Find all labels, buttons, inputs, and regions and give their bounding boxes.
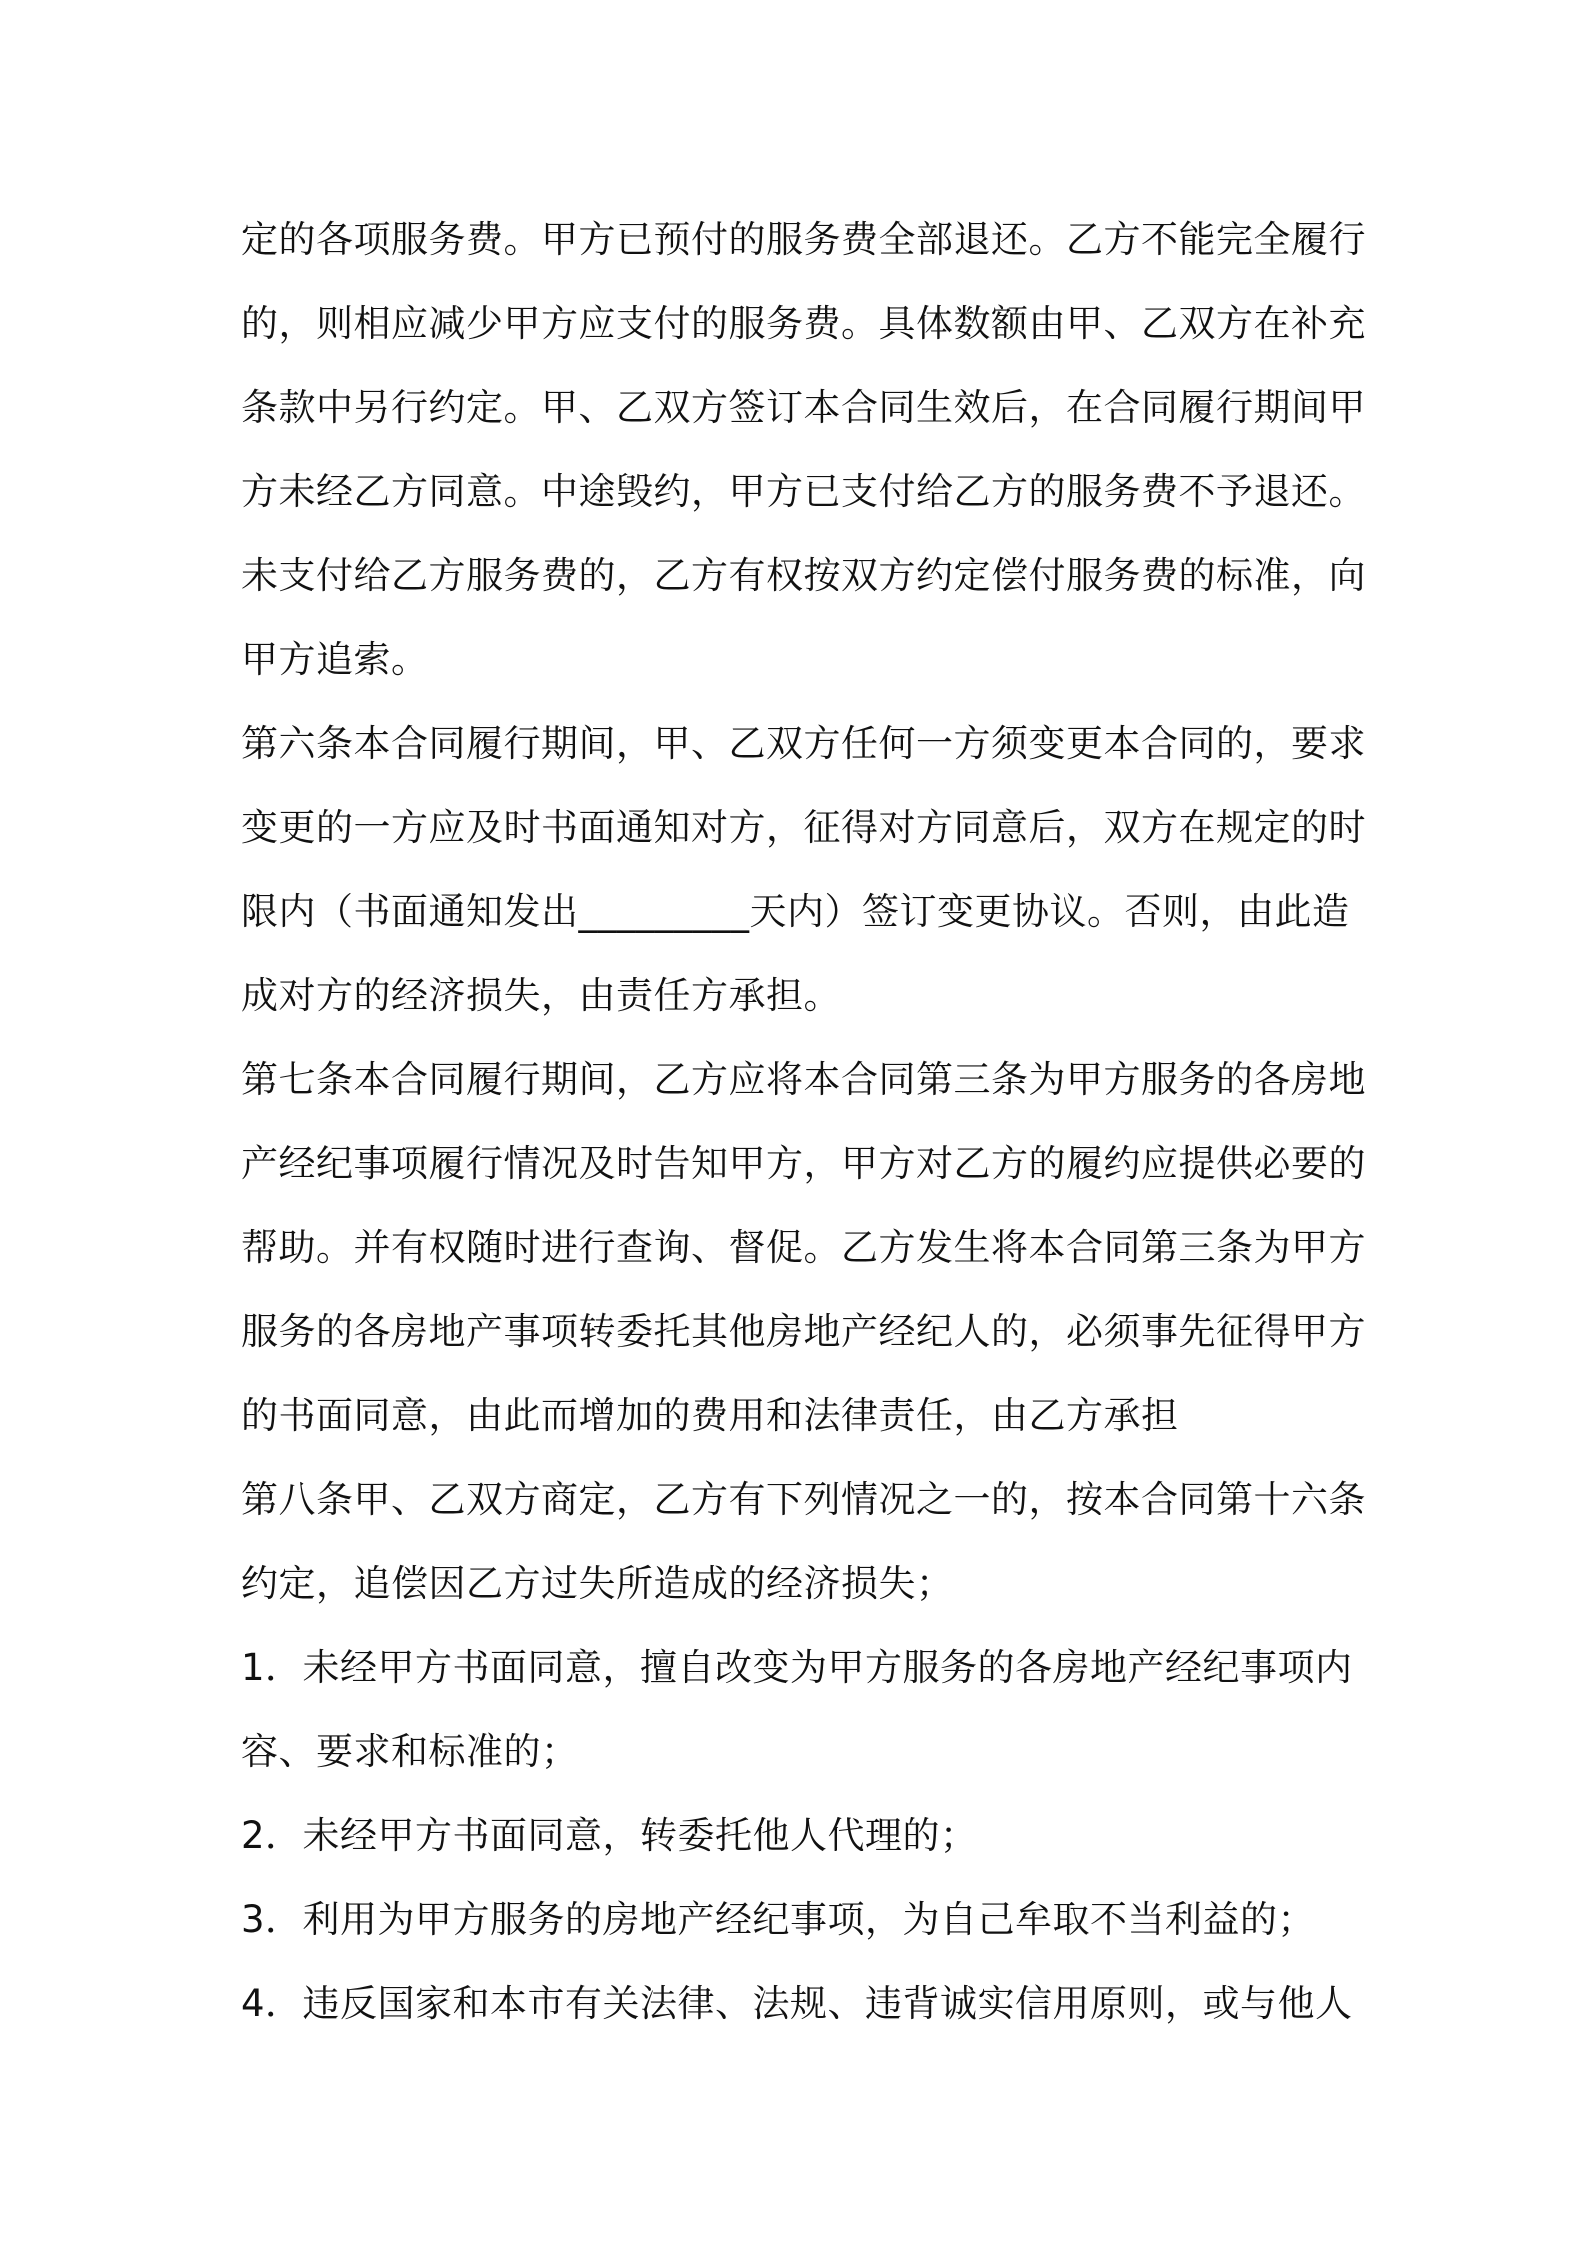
text-line: 方未经乙方同意。中途毁约，甲方已支付给乙方的服务费不予退还。 bbox=[241, 470, 1366, 513]
text-line: 变更的一方应及时书面通知对方，征得对方同意后，双方在规定的时 bbox=[241, 806, 1366, 849]
article-6-line: 第六条本合同履行期间，甲、乙双方任何一方须变更本合同的，要求 bbox=[241, 722, 1366, 765]
list-item-4: 4．违反国家和本市有关法律、法规、违背诚实信用原则，或与他人 bbox=[241, 1982, 1353, 2025]
text-line: 帮助。并有权随时进行查询、督促。乙方发生将本合同第三条为甲方 bbox=[241, 1226, 1366, 1269]
text-line: 成对方的经济损失，由责任方承担。 bbox=[241, 974, 841, 1017]
text-line: 服务的各房地产事项转委托其他房地产经纪人的，必须事先征得甲方 bbox=[241, 1310, 1366, 1353]
text-line: 容、要求和标准的； bbox=[241, 1730, 579, 1773]
text-line: 的，则相应减少甲方应支付的服务费。具体数额由甲、乙双方在补充 bbox=[241, 302, 1366, 345]
list-item-1: 1．未经甲方书面同意，擅自改变为甲方服务的各房地产经纪事项内 bbox=[241, 1646, 1353, 1689]
text-line: 限内（书面通知发出_________天内）签订变更协议。否则，由此造 bbox=[241, 890, 1350, 933]
list-item-2: 2．未经甲方书面同意，转委托他人代理的； bbox=[241, 1814, 978, 1857]
article-7-line: 第七条本合同履行期间，乙方应将本合同第三条为甲方服务的各房地 bbox=[241, 1058, 1366, 1101]
text-line: 甲方追索。 bbox=[241, 638, 429, 681]
text-line: 条款中另行约定。甲、乙双方签订本合同生效后，在合同履行期间甲 bbox=[241, 386, 1366, 429]
document-body bbox=[241, 198, 1366, 2046]
text-line: 定的各项服务费。甲方已预付的服务费全部退还。乙方不能完全履行 bbox=[241, 218, 1366, 261]
text-line: 产经纪事项履行情况及时告知甲方，甲方对乙方的履约应提供必要的 bbox=[241, 1142, 1366, 1185]
text-line: 的书面同意，由此而增加的费用和法律责任，由乙方承担 bbox=[241, 1394, 1179, 1437]
list-item-3: 3．利用为甲方服务的房地产经纪事项，为自己牟取不当利益的； bbox=[241, 1898, 1316, 1941]
article-8-line: 第八条甲、乙双方商定，乙方有下列情况之一的，按本合同第十六条 bbox=[241, 1478, 1366, 1521]
text-line: 未支付给乙方服务费的，乙方有权按双方约定偿付服务费的标准，向 bbox=[241, 554, 1366, 597]
text-line: 约定，追偿因乙方过失所造成的经济损失； bbox=[241, 1562, 954, 1605]
